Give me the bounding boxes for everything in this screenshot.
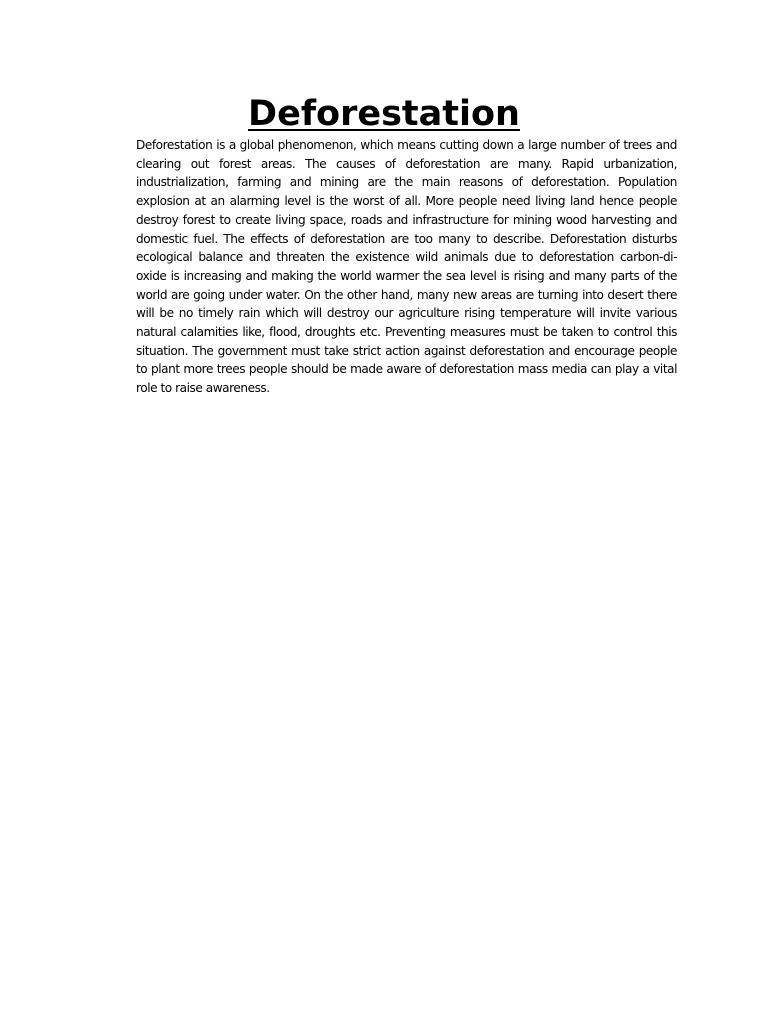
document-title: Deforestation: [248, 94, 520, 134]
document-body-paragraph: Deforestation is a global phenomenon, which means cutting down a large number of trees and clearing out forest areas. The causes of deforestation are many. Rapid urbanization, industrialization, farming and mining are the main reasons of deforestation. Population explosion at an alarming level is the worst of all. More people need living land hence people destroy forest to create living space, roads and infrastructure for mining wood harvesting and domestic fuel. The effects of deforestation are too many to describe. Deforestation disturbs ecological balance and threaten the existence wild animals due to deforestation carbon-di-oxide is increasing and making the world warmer the sea level is rising and many parts of the world are going under water. On the other hand, many new areas are turning into desert there will be no timely rain which will destroy our agriculture rising temperature will invite various natural calamities like, flood, droughts etc. Preventing measures must be taken to control this situation. The government must take strict action against deforestation and encourage people to plant more trees people should be made aware of deforestation mass media can play a vital role to raise awareness.: [136, 138, 677, 396]
